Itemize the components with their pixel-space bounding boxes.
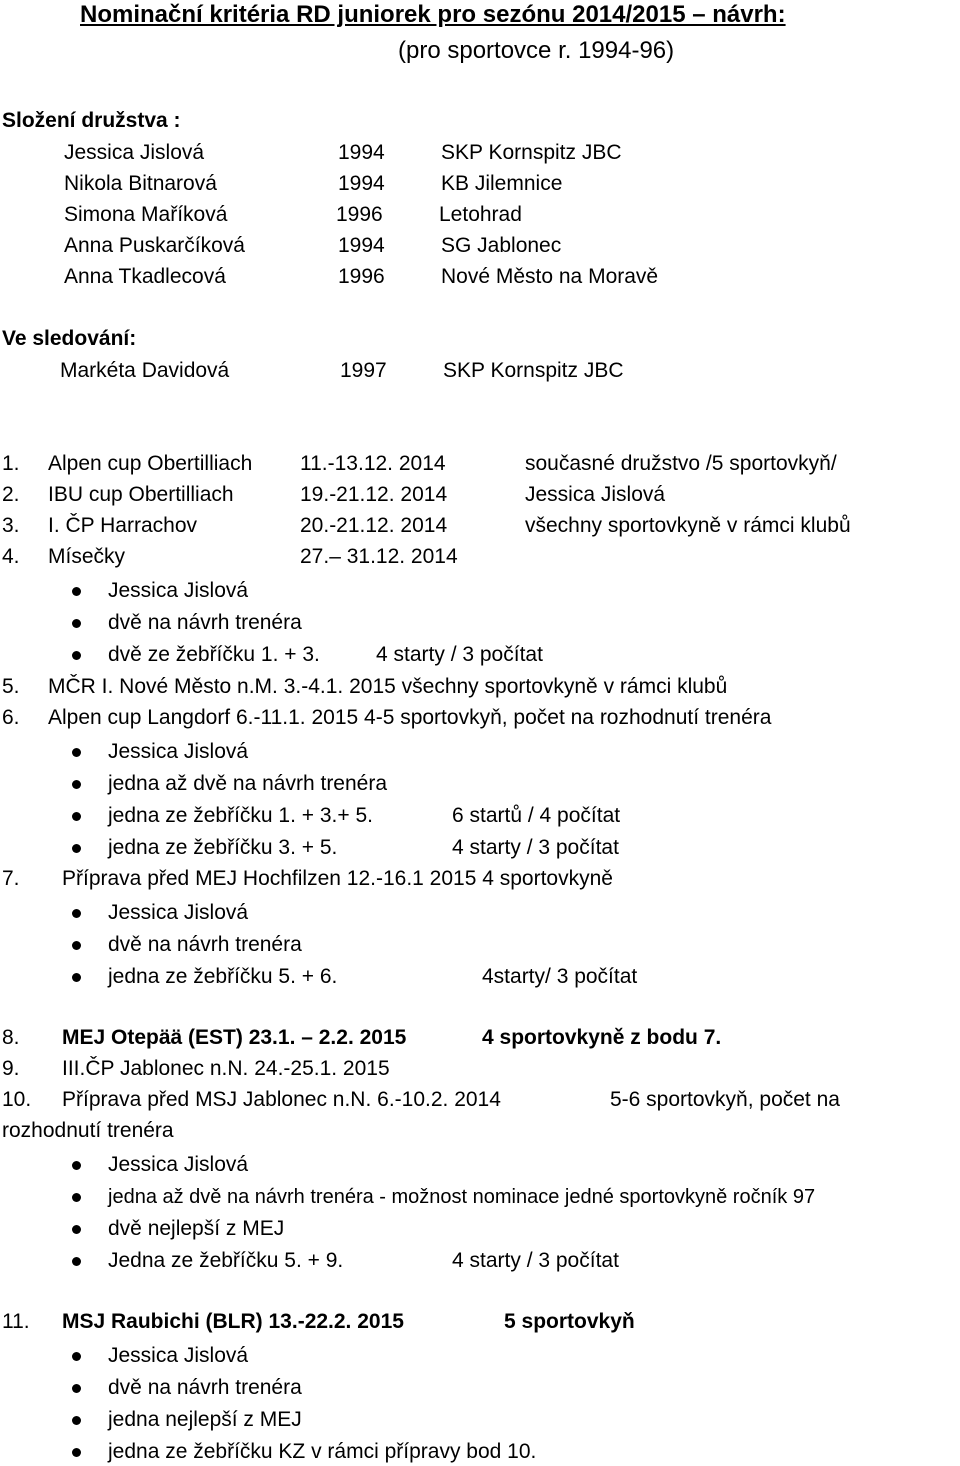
team-member-club: SKP Kornspitz JBC	[441, 141, 622, 164]
event-note: současné družstvo /5 sportovkyň/	[525, 452, 837, 475]
team-member-year: 1996	[336, 203, 383, 226]
event-name: I. ČP Harrachov	[48, 514, 197, 537]
criteria-item: dvě na návrh trenéra	[108, 933, 302, 956]
team-member-name: Anna Tkadlecová	[64, 265, 226, 288]
team-member-year: 1996	[338, 265, 385, 288]
event-note-continued: rozhodnutí trenéra	[2, 1119, 174, 1142]
page-title: Nominační kritéria RD juniorek pro sezónu 2014/2015 – návrh:	[80, 1, 786, 28]
team-member-club: Letohrad	[439, 203, 522, 226]
criteria-count: 4 starty / 3 počítat	[452, 836, 619, 859]
event-line: III.ČP Jablonec n.N. 24.-25.1. 2015	[62, 1057, 390, 1080]
event-line: Příprava před MSJ Jablonec n.N. 6.-10.2. 2014	[62, 1088, 501, 1111]
event-date: 27.– 31.12. 2014	[300, 545, 458, 568]
bullet-icon	[72, 909, 81, 918]
team-member-name: Jessica Jislová	[64, 141, 205, 164]
event-line: MEJ Otepää (EST) 23.1. – 2.2. 2015	[62, 1026, 407, 1049]
team-member-name: Simona Maříková	[64, 203, 228, 226]
criteria-item: dvě na návrh trenéra	[108, 611, 302, 634]
event-date: 11.-13.12. 2014	[300, 452, 446, 475]
event-line: MSJ Raubichi (BLR) 13.-22.2. 2015	[62, 1310, 404, 1333]
criteria-count: 4 starty / 3 počítat	[452, 1249, 619, 1272]
item-number: 1.	[2, 452, 20, 475]
team-member-club: Nové Město na Moravě	[441, 265, 659, 288]
bullet-icon	[72, 812, 81, 821]
bullet-icon	[72, 1257, 81, 1266]
watch-member-club: SKP Kornspitz JBC	[443, 359, 624, 382]
bullet-icon	[72, 1352, 81, 1361]
bullet-icon	[72, 1193, 81, 1202]
event-note: všechny sportovkyně v rámci klubů	[525, 514, 851, 537]
team-member-name: Nikola Bitnarová	[64, 172, 217, 195]
criteria-item: jedna až dvě na návrh trenéra	[108, 772, 388, 795]
event-note: 4 sportovkyně z bodu 7.	[482, 1026, 722, 1049]
bullet-icon	[72, 973, 81, 982]
event-note: Jessica Jislová	[525, 483, 666, 506]
event-line: MČR I. Nové Město n.M. 3.-4.1. 2015 všechny sportovkyně v rámci klubů	[48, 675, 728, 698]
team-member-year: 1994	[338, 172, 385, 195]
criteria-item: dvě na návrh trenéra	[108, 1376, 302, 1399]
criteria-item: Jessica Jislová	[108, 1344, 249, 1367]
bullet-icon	[72, 1416, 81, 1425]
team-member-year: 1994	[338, 141, 385, 164]
bullet-icon	[72, 844, 81, 853]
item-number: 4.	[2, 545, 20, 568]
event-note: 5-6 sportovkyň, počet na	[610, 1088, 840, 1111]
team-member-name: Anna Puskarčíková	[64, 234, 245, 257]
item-number: 10.	[2, 1088, 32, 1111]
criteria-item: jedna ze žebříčku 5. + 6.	[108, 965, 338, 988]
criteria-item: Jessica Jislová	[108, 1153, 249, 1176]
bullet-icon	[72, 1384, 81, 1393]
criteria-item: jedna až dvě na návrh trenéra - možnost nominace jedné sportovkyně ročník 97	[108, 1186, 816, 1208]
page-subtitle: (pro sportovce r. 1994-96)	[398, 37, 675, 64]
bullet-icon	[72, 619, 81, 628]
criteria-item: Jedna ze žebříčku 5. + 9.	[108, 1249, 344, 1272]
event-note: 5 sportovkyň	[504, 1310, 635, 1333]
item-number: 5.	[2, 675, 20, 698]
watch-heading: Ve sledování:	[2, 327, 137, 350]
criteria-item: jedna ze žebříčku KZ v rámci přípravy bod 10.	[108, 1440, 537, 1463]
criteria-count: 4 starty / 3 počítat	[376, 643, 543, 666]
event-name: IBU cup Obertilliach	[48, 483, 234, 506]
event-date: 19.-21.12. 2014	[300, 483, 448, 506]
team-heading: Složení družstva :	[2, 109, 181, 132]
item-number: 7.	[2, 867, 20, 890]
item-number: 11.	[2, 1310, 30, 1333]
criteria-item: jedna ze žebříčku 1. + 3.+ 5.	[108, 804, 374, 827]
watch-member-year: 1997	[340, 359, 387, 382]
criteria-item: Jessica Jislová	[108, 901, 249, 924]
team-member-club: SG Jablonec	[441, 234, 562, 257]
item-number: 8.	[2, 1026, 20, 1049]
event-line: Alpen cup Langdorf 6.-11.1. 2015 4-5 sportovkyň, počet na rozhodnutí trenéra	[48, 706, 772, 729]
item-number: 3.	[2, 514, 20, 537]
criteria-item: Jessica Jislová	[108, 579, 249, 602]
bullet-icon	[72, 1161, 81, 1170]
item-number: 6.	[2, 706, 20, 729]
item-number: 9.	[2, 1057, 20, 1080]
criteria-count: 4starty/ 3 počítat	[482, 965, 638, 988]
event-line: Příprava před MEJ Hochfilzen 12.-16.1 2015 4 sportovkyně	[62, 867, 613, 890]
event-date: 20.-21.12. 2014	[300, 514, 448, 537]
bullet-icon	[72, 941, 81, 950]
item-number: 2.	[2, 483, 20, 506]
event-name: Mísečky	[48, 545, 126, 568]
criteria-item: jedna ze žebříčku 3. + 5.	[108, 836, 338, 859]
criteria-item: jedna nejlepší z MEJ	[108, 1408, 302, 1431]
criteria-item: Jessica Jislová	[108, 740, 249, 763]
bullet-icon	[72, 587, 81, 596]
team-member-year: 1994	[338, 234, 385, 257]
watch-member-name: Markéta Davidová	[60, 359, 230, 382]
criteria-item: dvě ze žebříčku 1. + 3.	[108, 643, 320, 666]
bullet-icon	[72, 748, 81, 757]
bullet-icon	[72, 1448, 81, 1457]
criteria-count: 6 startů / 4 počítat	[452, 804, 621, 827]
event-name: Alpen cup Obertilliach	[48, 452, 253, 475]
bullet-icon	[72, 651, 81, 660]
team-member-club: KB Jilemnice	[441, 172, 563, 195]
bullet-icon	[72, 1225, 81, 1234]
criteria-item: dvě nejlepší z MEJ	[108, 1217, 285, 1240]
bullet-icon	[72, 780, 81, 789]
